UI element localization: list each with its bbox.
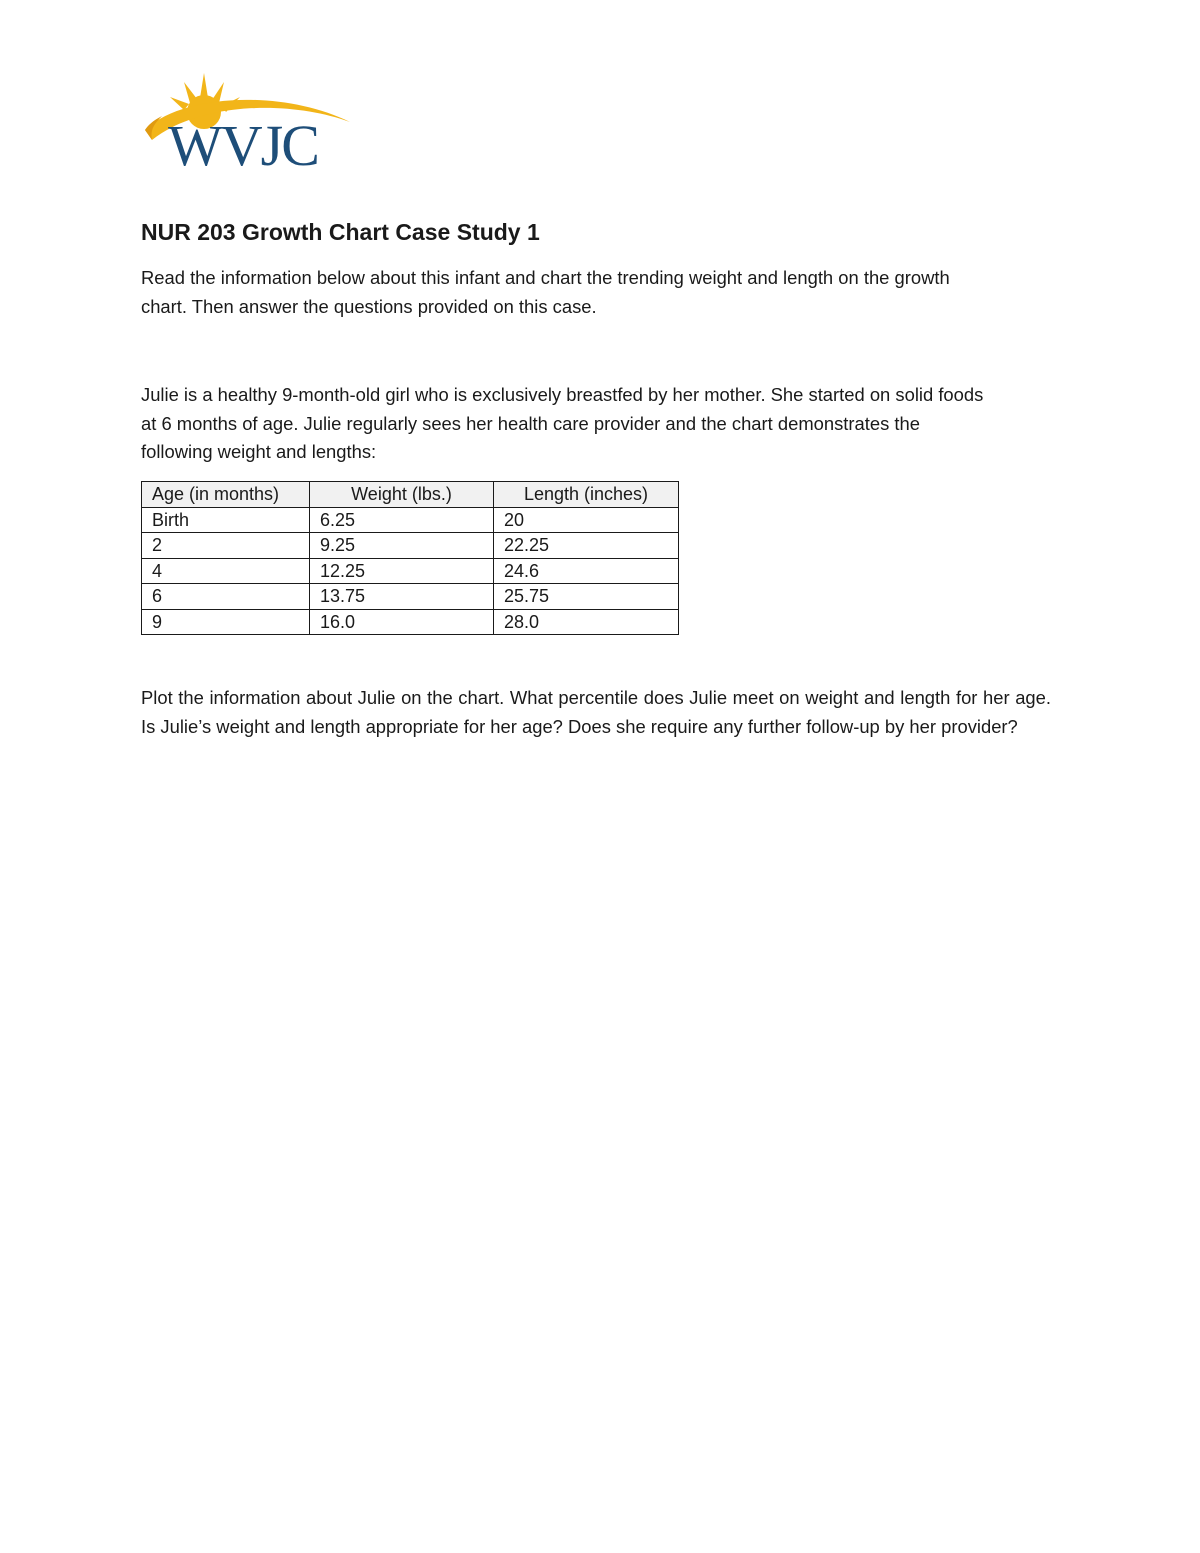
wvjc-logo: [140, 70, 355, 175]
cell-age: 2: [142, 533, 310, 559]
case-line: Julie is a healthy 9-month-old girl who is exclusively breastfed by her mother. She started on solid foods: [141, 384, 984, 405]
cell-length: 22.25: [494, 533, 679, 559]
logo-text: WVJC: [168, 113, 318, 175]
case-paragraph: [141, 381, 1051, 467]
cell-age: 4: [142, 558, 310, 584]
cell-age: 6: [142, 584, 310, 610]
table-row: [142, 507, 679, 533]
table-header-row: [142, 482, 679, 508]
header-age: Age (in months): [142, 482, 310, 508]
cell-weight: 12.25: [310, 558, 494, 584]
cell-age: 9: [142, 609, 310, 635]
table-row: [142, 533, 679, 559]
cell-length: 20: [494, 507, 679, 533]
case-line: following weight and lengths:: [141, 441, 377, 462]
growth-table: [141, 481, 679, 635]
cell-length: 25.75: [494, 584, 679, 610]
cell-weight: 6.25: [310, 507, 494, 533]
table-row: [142, 584, 679, 610]
cell-weight: 16.0: [310, 609, 494, 635]
cell-weight: 13.75: [310, 584, 494, 610]
cell-length: 24.6: [494, 558, 679, 584]
header-weight: Weight (lbs.): [310, 482, 494, 508]
page-title: NUR 203 Growth Chart Case Study 1: [141, 219, 540, 245]
case-line: at 6 months of age. Julie regularly sees her health care provider and the chart demonstrates the: [141, 412, 920, 434]
table-row: [142, 609, 679, 635]
question-paragraph: Plot the information about Julie on the chart. What percentile does Julie meet on weight and length for her age. Is Julie’s weight and length appropriate for her age? Does she require any further follow-up by her provider?: [141, 687, 1051, 737]
cell-weight: 9.25: [310, 533, 494, 559]
table-row: [142, 558, 679, 584]
logo-graphic: [140, 70, 355, 175]
intro-line: chart. Then answer the questions provided on this case.: [141, 295, 597, 317]
header-length: Length (inches): [494, 482, 679, 508]
cell-age: Birth: [142, 507, 310, 533]
intro-paragraph: [141, 264, 1051, 321]
intro-line: Read the information below about this infant and chart the trending weight and length on the growth: [141, 267, 950, 288]
cell-length: 28.0: [494, 609, 679, 635]
